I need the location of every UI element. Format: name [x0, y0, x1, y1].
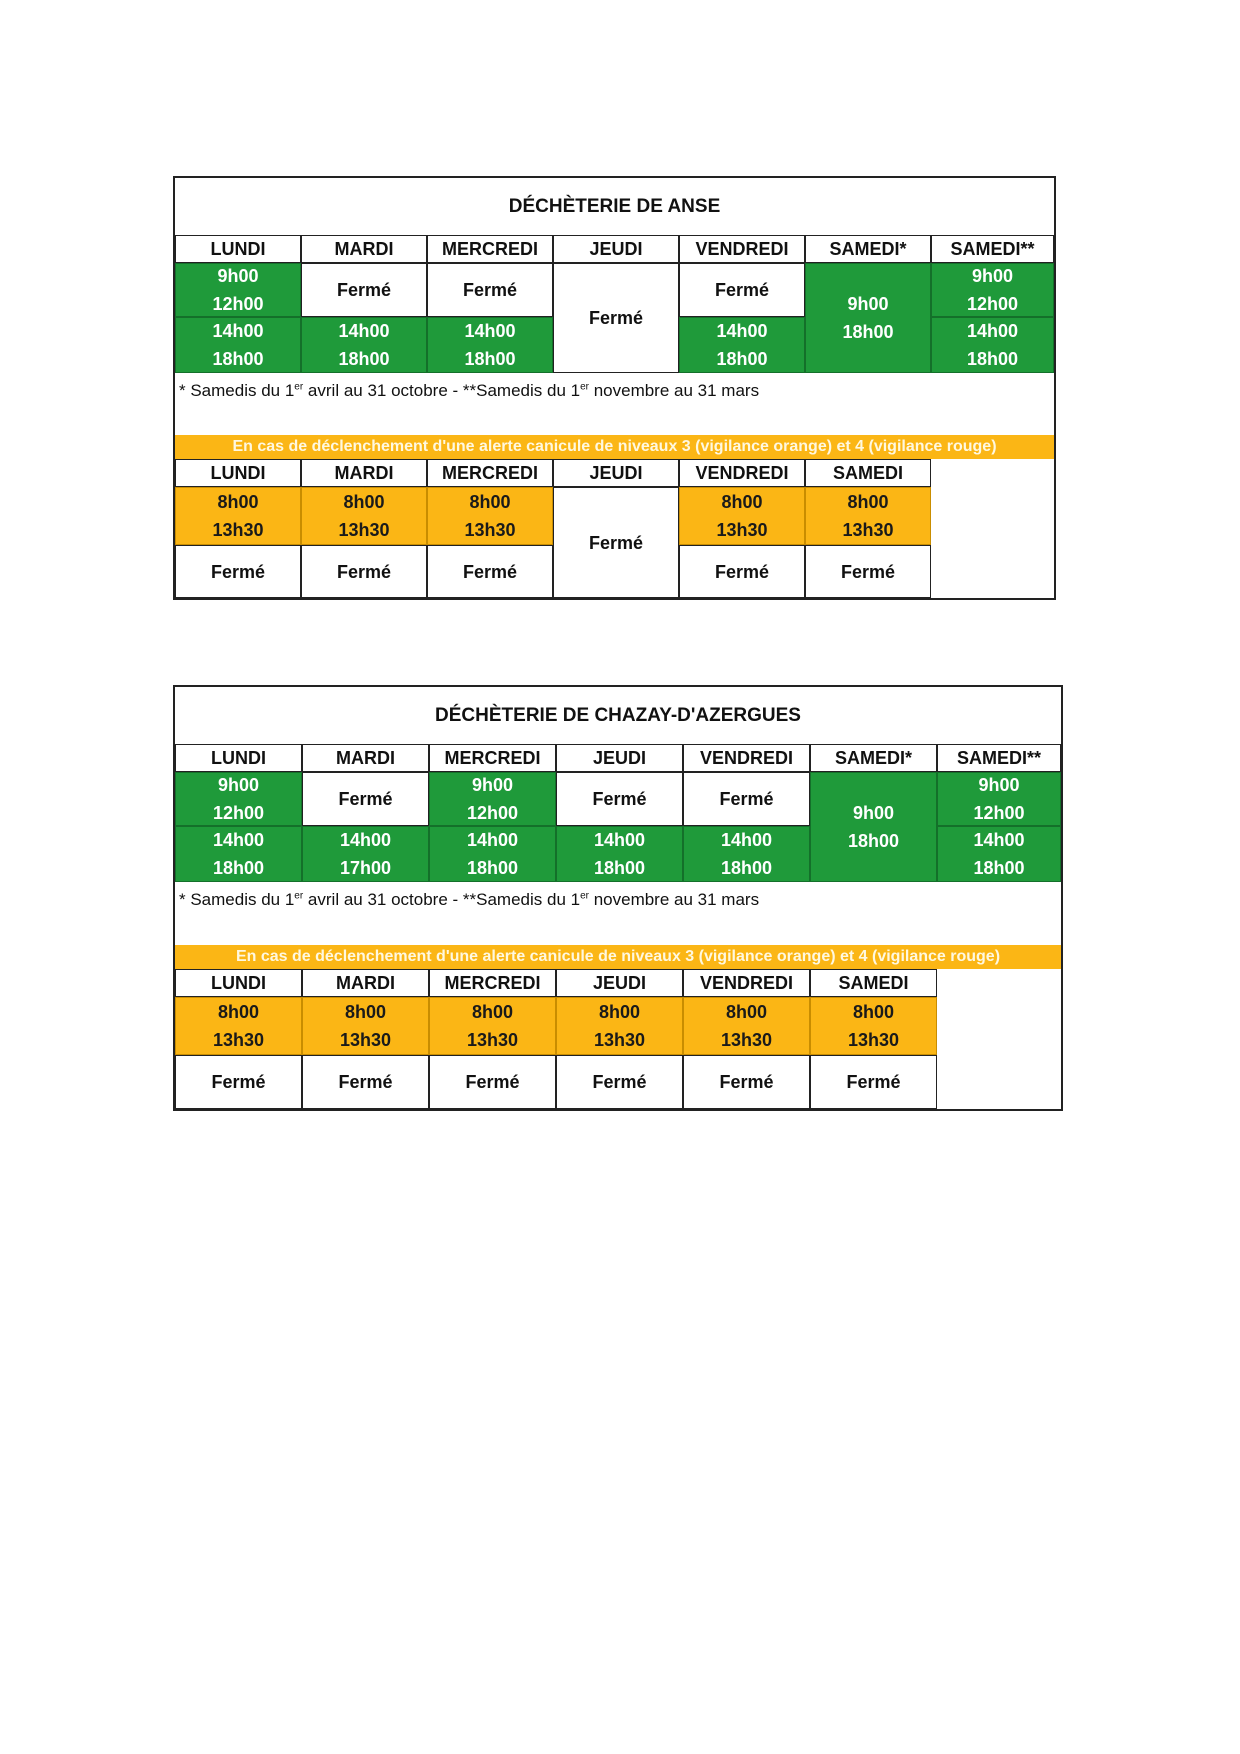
chazay-day-mercredi: MERCREDI [429, 744, 556, 772]
anse-day-mercredi: MERCREDI [427, 235, 553, 263]
anse-day-samedi-summer: SAMEDI* [805, 235, 931, 263]
anse-heat-alert-banner: En cas de déclenchement d'une alerte canicule de niveaux 3 (vigilance orange) et 4 (vigilance rouge) [175, 435, 1054, 459]
anse-vendredi-afternoon [679, 317, 805, 373]
chazay-day-jeudi: JEUDI [556, 744, 683, 772]
time-close: 18h00 [973, 858, 1025, 878]
time-close: 13h30 [339, 1030, 392, 1050]
anse-lundi-afternoon [175, 317, 301, 373]
chazay-day-vendredi: VENDREDI [683, 744, 810, 772]
chazay-heat-vendredi-morning [683, 997, 810, 1055]
chazay-heat-day-samedi: SAMEDI [810, 969, 937, 997]
anse-samedi-winter-morning [931, 263, 1054, 317]
time-close: 13h30 [593, 1030, 646, 1050]
time-close: 18h00 [338, 349, 390, 369]
time-close: 18h00 [593, 858, 646, 878]
anse-day-samedi-winter: SAMEDI** [931, 235, 1054, 263]
time-close: 18h00 [466, 858, 519, 878]
time-open: 14h00 [464, 321, 516, 341]
anse-day-jeudi: JEUDI [553, 235, 679, 263]
time-open: 9h00 [847, 294, 889, 314]
chazay-heat-samedi-afternoon: Fermé [810, 1055, 937, 1109]
time-close: 17h00 [339, 858, 392, 878]
anse-heat-day-mercredi: MERCREDI [427, 459, 553, 487]
chazay-jeudi-afternoon [556, 826, 683, 882]
chazay-day-lundi: LUNDI [175, 744, 302, 772]
chazay-heat-jeudi-afternoon: Fermé [556, 1055, 683, 1109]
time-close: 12h00 [466, 803, 519, 823]
time-open: 14h00 [593, 830, 646, 850]
anse-heat-mercredi-afternoon: Fermé [427, 545, 553, 598]
anse-mercredi-afternoon [427, 317, 553, 373]
anse-mardi-morning: Fermé [301, 263, 427, 317]
chazay-heat-mardi-morning [302, 997, 429, 1055]
chazay-heat-mardi-afternoon: Fermé [302, 1055, 429, 1109]
time-open: 8h00 [721, 492, 763, 512]
chazay-heat-day-mardi: MARDI [302, 969, 429, 997]
chazay-heat-lundi-afternoon: Fermé [175, 1055, 302, 1109]
time-close: 13h30 [720, 1030, 773, 1050]
anse-heat-day-vendredi: VENDREDI [679, 459, 805, 487]
anse-jeudi-closed: Fermé [553, 263, 679, 373]
anse-mercredi-morning: Fermé [427, 263, 553, 317]
time-close: 18h00 [720, 858, 773, 878]
chazay-heat-vendredi-afternoon: Fermé [683, 1055, 810, 1109]
time-open: 9h00 [471, 775, 514, 795]
anse-samedi-summer-hours [805, 263, 931, 373]
anse-title: DÉCHÈTERIE DE ANSE [175, 178, 1054, 237]
anse-heat-day-samedi: SAMEDI [805, 459, 931, 487]
time-close: 18h00 [842, 322, 894, 342]
anse-heat-lundi-afternoon: Fermé [175, 545, 301, 598]
schedule-chazay [173, 685, 1063, 1111]
time-open: 8h00 [217, 492, 259, 512]
chazay-mardi-morning: Fermé [302, 772, 429, 826]
chazay-title: DÉCHÈTERIE DE CHAZAY-D'AZERGUES [175, 687, 1061, 746]
anse-samedi-winter-afternoon [931, 317, 1054, 373]
time-open: 9h00 [971, 266, 1014, 286]
time-close: 18h00 [212, 349, 264, 369]
time-open: 8h00 [469, 492, 511, 512]
chazay-samedi-winter-afternoon [937, 826, 1061, 882]
chazay-jeudi-morning: Fermé [556, 772, 683, 826]
time-open: 8h00 [725, 1002, 768, 1022]
time-close: 13h30 [464, 520, 516, 540]
time-close: 12h00 [966, 294, 1019, 314]
time-close: 13h30 [212, 520, 264, 540]
time-close: 13h30 [716, 520, 768, 540]
chazay-mercredi-morning [429, 772, 556, 826]
time-close: 12h00 [212, 803, 265, 823]
time-open: 14h00 [720, 830, 773, 850]
anse-heat-samedi-morning [805, 487, 931, 545]
time-open: 8h00 [217, 1002, 260, 1022]
time-close: 18h00 [966, 349, 1019, 369]
time-close: 13h30 [466, 1030, 519, 1050]
chazay-heat-lundi-morning [175, 997, 302, 1055]
time-open: 8h00 [852, 1002, 895, 1022]
anse-vendredi-morning: Fermé [679, 263, 805, 317]
time-open: 8h00 [598, 1002, 641, 1022]
time-open: 9h00 [217, 775, 260, 795]
chazay-lundi-morning [175, 772, 302, 826]
anse-heat-samedi-afternoon: Fermé [805, 545, 931, 598]
anse-heat-vendredi-afternoon: Fermé [679, 545, 805, 598]
time-close: 12h00 [212, 294, 264, 314]
anse-mardi-afternoon [301, 317, 427, 373]
anse-heat-day-jeudi: JEUDI [553, 459, 679, 487]
chazay-samedi-winter-morning [937, 772, 1061, 826]
time-open: 14h00 [973, 830, 1025, 850]
anse-heat-mardi-morning [301, 487, 427, 545]
time-close: 13h30 [847, 1030, 900, 1050]
anse-heat-day-lundi: LUNDI [175, 459, 301, 487]
anse-heat-mercredi-morning [427, 487, 553, 545]
chazay-day-samedi-winter: SAMEDI** [937, 744, 1061, 772]
anse-heat-lundi-morning [175, 487, 301, 545]
time-open: 9h00 [217, 266, 259, 286]
anse-heat-mardi-afternoon: Fermé [301, 545, 427, 598]
anse-heat-jeudi-closed: Fermé [553, 487, 679, 598]
chazay-heat-day-mercredi: MERCREDI [429, 969, 556, 997]
time-open: 14h00 [716, 321, 768, 341]
anse-heat-vendredi-morning [679, 487, 805, 545]
time-open: 8h00 [344, 1002, 387, 1022]
time-open: 8h00 [343, 492, 385, 512]
time-close: 13h30 [842, 520, 894, 540]
schedule-anse [173, 176, 1056, 600]
chazay-day-mardi: MARDI [302, 744, 429, 772]
time-close: 12h00 [973, 803, 1025, 823]
chazay-heat-samedi-morning [810, 997, 937, 1055]
chazay-mardi-afternoon [302, 826, 429, 882]
chazay-heat-jeudi-morning [556, 997, 683, 1055]
time-open: 14h00 [212, 321, 264, 341]
chazay-heat-alert-banner: En cas de déclenchement d'une alerte canicule de niveaux 3 (vigilance orange) et 4 (vigilance rouge) [175, 945, 1061, 969]
chazay-day-samedi-summer: SAMEDI* [810, 744, 937, 772]
chazay-vendredi-afternoon [683, 826, 810, 882]
chazay-heat-mercredi-afternoon: Fermé [429, 1055, 556, 1109]
anse-saturday-note: * Samedis du 1er avril au 31 octobre - **Samedis du 1er novembre au 31 mars [179, 381, 760, 400]
time-open: 9h00 [978, 775, 1020, 795]
time-open: 8h00 [847, 492, 889, 512]
anse-lundi-morning [175, 263, 301, 317]
time-close: 18h00 [847, 831, 900, 851]
time-open: 14h00 [466, 830, 519, 850]
chazay-heat-day-lundi: LUNDI [175, 969, 302, 997]
chazay-heat-day-jeudi: JEUDI [556, 969, 683, 997]
chazay-heat-mercredi-morning [429, 997, 556, 1055]
anse-day-mardi: MARDI [301, 235, 427, 263]
anse-day-vendredi: VENDREDI [679, 235, 805, 263]
chazay-mercredi-afternoon [429, 826, 556, 882]
time-close: 13h30 [338, 520, 390, 540]
chazay-heat-day-vendredi: VENDREDI [683, 969, 810, 997]
time-close: 18h00 [212, 858, 265, 878]
chazay-lundi-afternoon [175, 826, 302, 882]
time-open: 9h00 [852, 803, 895, 823]
time-open: 14h00 [338, 321, 390, 341]
time-open: 14h00 [212, 830, 265, 850]
chazay-vendredi-morning: Fermé [683, 772, 810, 826]
time-open: 14h00 [966, 321, 1019, 341]
time-open: 14h00 [339, 830, 392, 850]
time-open: 8h00 [471, 1002, 514, 1022]
time-close: 13h30 [212, 1030, 265, 1050]
time-close: 18h00 [716, 349, 768, 369]
chazay-saturday-note: * Samedis du 1er avril au 31 octobre - **Samedis du 1er novembre au 31 mars [179, 890, 760, 909]
anse-day-lundi: LUNDI [175, 235, 301, 263]
time-close: 18h00 [464, 349, 516, 369]
chazay-samedi-summer-hours [810, 772, 937, 882]
anse-heat-day-mardi: MARDI [301, 459, 427, 487]
